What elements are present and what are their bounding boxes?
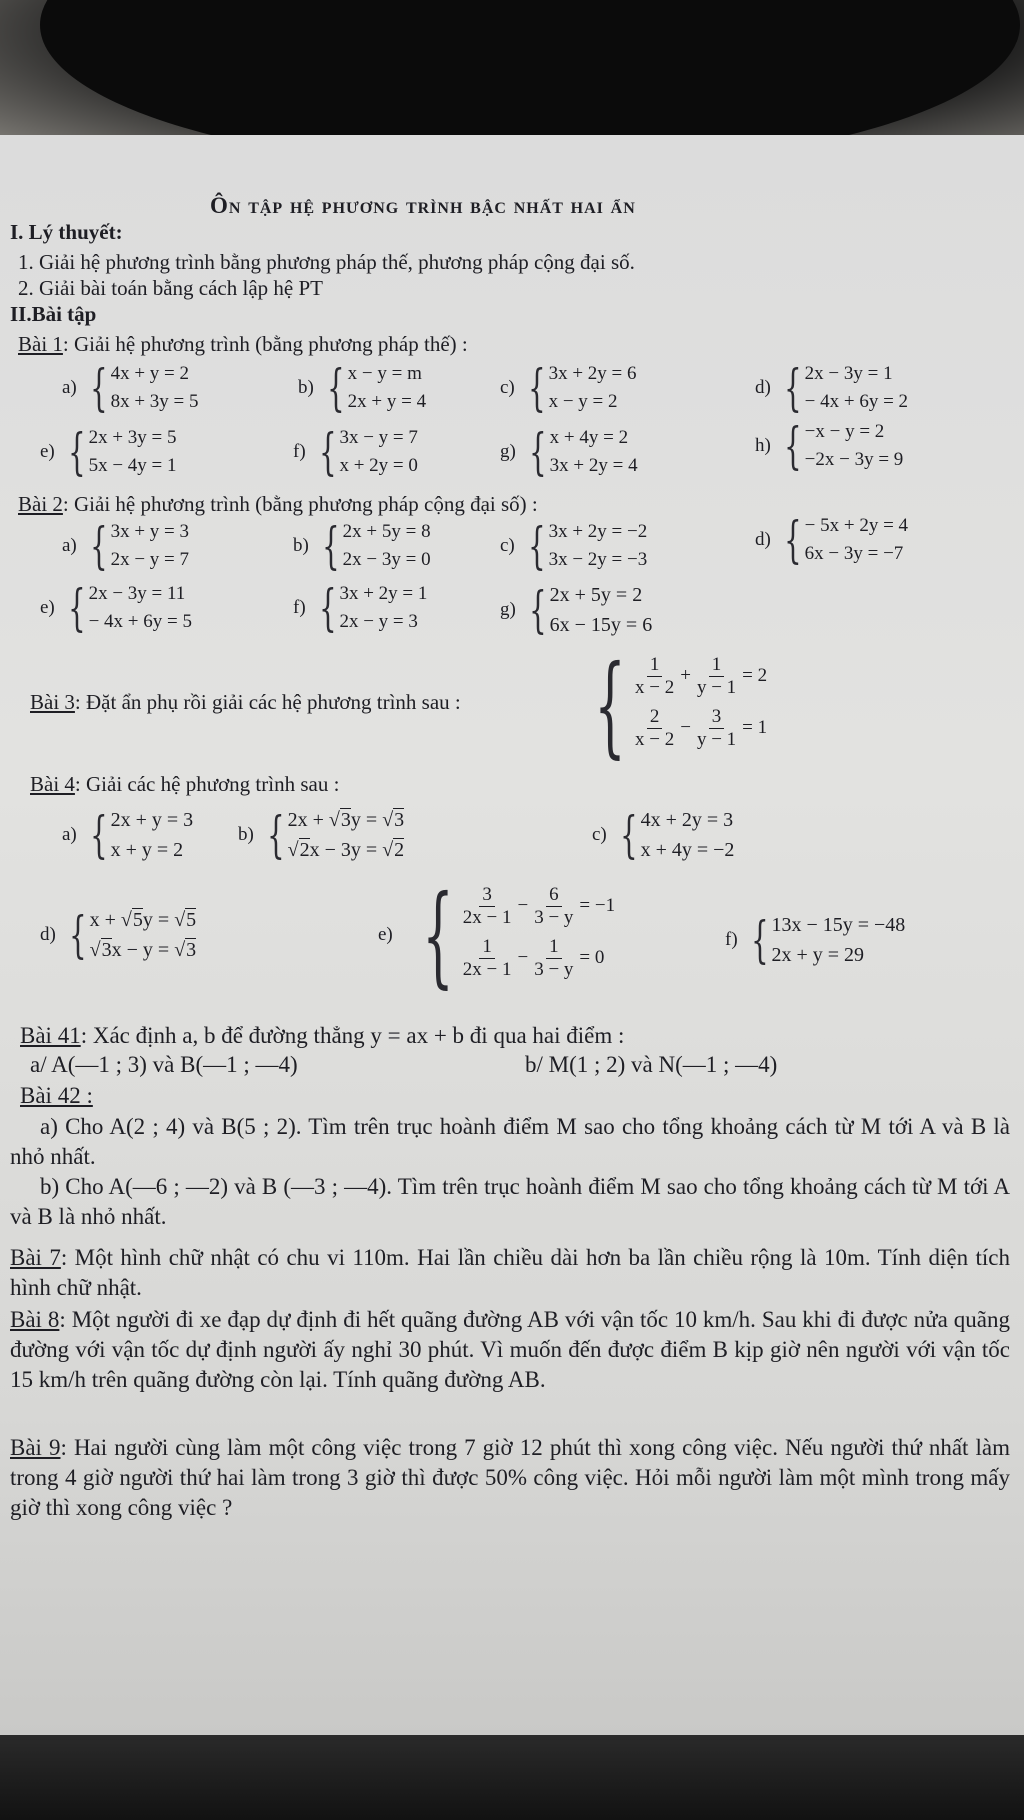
fraction-equation — [457, 932, 615, 984]
denominator: y − 1 — [696, 676, 737, 698]
equation: −2x − 3y = 9 — [804, 449, 904, 470]
system — [592, 805, 734, 865]
radicand: 3 — [101, 939, 112, 961]
system-label: b) — [293, 535, 309, 557]
system-label: c) — [500, 535, 515, 557]
theory-item: 2. Giải bài toán bằng cách lập hệ PT — [18, 276, 323, 300]
sqrt-icon: √ — [120, 909, 132, 931]
system — [40, 905, 196, 965]
rhs: = 0 — [579, 947, 605, 969]
denominator: 3 − y — [534, 958, 574, 980]
equation: x + 4y = −2 — [640, 839, 735, 861]
brace-icon: { — [619, 806, 638, 864]
brace-icon: { — [783, 511, 802, 569]
system — [500, 580, 652, 640]
exercise-text: : Xác định a, b để đường thẳng y = ax + b đi qua hai điểm : — [80, 1023, 625, 1048]
sqrt-icon: √ — [174, 939, 186, 961]
equation: 2x + 3y = 5 — [88, 427, 177, 448]
exercise-text: : Một hình chữ nhật có chu vi 110m. Hai lần chiều dài hơn ba lần chiều rộng là 10m. Tính diện tích hình chữ nhật. — [10, 1245, 1010, 1300]
exercise-4-prompt — [30, 772, 339, 796]
numerator: 1 — [546, 936, 562, 959]
exercise-text: : Một người đi xe đạp dự định đi hết quãng đường AB với vận tốc 10 km/h. Sau khi đi được nửa quãng đường với vận tốc dự định người ấy nghỉ 30 phút. Vì muốn đến được điểm B kịp giờ nên người với vận tốc 15 km/h trên quãng đường còn lại. Tính quãng đường AB. — [10, 1307, 1010, 1392]
operator: − — [517, 895, 529, 917]
system-label: e) — [40, 597, 55, 619]
term: y = — [350, 809, 383, 831]
operator: + — [680, 665, 691, 687]
system — [298, 360, 426, 416]
system — [755, 512, 908, 568]
equation — [288, 835, 405, 865]
brace-icon: { — [68, 906, 87, 964]
equation: 3x + 2y = −2 — [548, 521, 648, 542]
equation: 6x − 3y = −7 — [804, 543, 904, 564]
theory-item: 1. Giải hệ phương trình bằng phương pháp thế, phương pháp cộng đại số. — [18, 250, 635, 274]
term: x − 3y = — [309, 839, 383, 861]
system — [500, 424, 638, 480]
brace-icon: { — [326, 359, 345, 417]
exercise-42a: a) Cho A(2 ; 4) và B(5 ; 2). Tìm trên trục hoành điểm M sao cho tổng khoảng cách từ M tới A và B là nhỏ nhất. — [10, 1114, 1010, 1169]
equation — [288, 805, 405, 835]
fraction-equation — [457, 880, 615, 932]
term: y = — [142, 909, 175, 931]
sqrt-icon: √ — [287, 839, 299, 861]
system-label: f) — [293, 597, 306, 619]
brace-icon: { — [67, 579, 86, 637]
numerator: 3 — [479, 884, 495, 907]
equation: − 5x + 2y = 4 — [804, 515, 909, 536]
equation: 5x − 4y = 1 — [88, 455, 177, 476]
exercise-41a: a/ A(—1 ; 3) và B(—1 ; —4) — [30, 1052, 298, 1077]
brace-icon: { — [527, 359, 546, 417]
system — [293, 424, 418, 480]
radicand: 3 — [394, 809, 405, 831]
brace-icon: { — [528, 581, 547, 639]
exercise-3-prompt — [30, 690, 461, 714]
denominator: 2x − 1 — [462, 906, 512, 928]
numerator: 1 — [647, 654, 663, 677]
equation: 13x − 15y = −48 — [771, 914, 906, 936]
system-label: g) — [500, 599, 516, 621]
radicand: 2 — [299, 839, 310, 861]
system — [755, 360, 908, 416]
term: x + — [89, 909, 121, 931]
system-label: g) — [500, 441, 516, 463]
system — [500, 360, 637, 416]
sqrt-icon: √ — [89, 939, 101, 961]
equation: 3x + 2y = 1 — [339, 583, 428, 604]
exercise-text: : Hai người cùng làm một công việc trong 7 giờ 12 phút thì xong công việc. Nếu người thứ nhất làm trong 4 giờ người thứ hai làm trong 3 giờ thì được 50% công việc. Hỏi mỗi người làm một mình trong mấy giờ thì xong công việc ? — [10, 1435, 1010, 1520]
exercise-9 — [10, 1433, 1010, 1523]
brace-icon: { — [422, 871, 454, 999]
brace-icon: { — [528, 423, 547, 481]
system — [62, 805, 193, 865]
system — [755, 418, 903, 474]
brace-icon: { — [318, 579, 337, 637]
fraction-system — [575, 641, 768, 769]
exercise-text: : Giải hệ phương trình (bằng phương pháp cộng đại số) : — [62, 492, 538, 516]
fraction-system — [378, 871, 616, 999]
fraction-equation — [629, 702, 767, 754]
radicand: 2 — [394, 839, 405, 861]
denominator: 2x − 1 — [462, 958, 512, 980]
brace-icon: { — [318, 423, 337, 481]
system-label: e) — [40, 441, 55, 463]
system-label: a) — [62, 377, 77, 399]
equation: 3x + 2y = 6 — [548, 363, 637, 384]
system — [293, 518, 431, 574]
brace-icon: { — [783, 359, 802, 417]
rhs: = −1 — [579, 895, 616, 917]
system-label: h) — [755, 435, 771, 457]
exercise-text: : Giải hệ phương trình (bằng phương pháp thế) : — [62, 332, 468, 356]
rhs: = 1 — [742, 717, 768, 739]
exercise-1-prompt — [18, 332, 468, 356]
equation: 4x + 2y = 3 — [640, 809, 734, 831]
system-label: b) — [238, 824, 254, 846]
exercise-2-prompt — [18, 492, 538, 516]
sqrt-icon: √ — [382, 839, 394, 861]
denominator: x − 2 — [635, 728, 675, 750]
numerator: 2 — [647, 706, 663, 729]
equation: 3x − y = 7 — [339, 427, 418, 448]
equation: 2x − y = 7 — [110, 549, 190, 570]
exercise-label: Bài 9 — [10, 1435, 61, 1460]
exercise-label: Bài 8 — [10, 1307, 60, 1332]
brace-icon: { — [89, 359, 108, 417]
numerator: 1 — [709, 654, 725, 677]
radicand: 3 — [186, 939, 197, 961]
equation: 2x − 3y = 0 — [342, 549, 431, 570]
radicand: 5 — [186, 909, 197, 931]
theory-heading: I. Lý thuyết: — [10, 220, 123, 244]
equation: − 4x + 6y = 2 — [804, 391, 909, 412]
system-label: f) — [293, 441, 306, 463]
sqrt-icon: √ — [174, 909, 186, 931]
exercise-42b: b) Cho A(—6 ; —2) và B (—3 ; —4). Tìm trên trục hoành điểm M sao cho tổng khoảng cách từ M tới A và B là nhỏ nhất. — [10, 1174, 1010, 1229]
exercise-text: : Đặt ẩn phụ rồi giải các hệ phương trình sau : — [74, 690, 461, 714]
equation: 3x + 2y = 4 — [549, 455, 638, 476]
sqrt-icon: √ — [328, 809, 340, 831]
exercise-label: Bài 1 — [18, 332, 63, 356]
system — [500, 518, 647, 574]
equation: 2x + y = 3 — [110, 809, 194, 831]
brace-icon: { — [321, 517, 340, 575]
exercise-41b: b/ M(1 ; 2) và N(—1 ; —4) — [525, 1052, 778, 1077]
equation: x + y = 2 — [110, 839, 184, 861]
exercise-text: : Giải các hệ phương trình sau : — [74, 772, 340, 796]
system — [725, 910, 905, 970]
page-title: Ôn tập hệ phương trình bậc nhất hai ẩn — [210, 193, 636, 218]
brace-icon: { — [67, 423, 86, 481]
equation: 8x + 3y = 5 — [110, 391, 199, 412]
equation: 2x − y = 3 — [339, 611, 418, 632]
exercise-label: Bài 2 — [18, 492, 63, 516]
exercise-label: Bài 41 — [20, 1023, 81, 1048]
equation — [90, 935, 197, 965]
exercise-label: Bài 3 — [30, 690, 75, 714]
denominator: y − 1 — [696, 728, 737, 750]
system-label: c) — [500, 377, 515, 399]
system — [62, 518, 189, 574]
equation: 6x − 15y = 6 — [549, 614, 653, 636]
numerator: 6 — [546, 884, 562, 907]
exercise-8 — [10, 1305, 1010, 1395]
equation: x + 4y = 2 — [549, 427, 629, 448]
equation: x + 2y = 0 — [339, 455, 418, 476]
brace-icon: { — [594, 641, 626, 769]
system-label: d) — [755, 529, 771, 551]
exercise-41-prompt — [20, 1023, 624, 1049]
system — [40, 424, 177, 480]
equation: x − y = m — [347, 363, 422, 384]
system — [40, 580, 192, 636]
brace-icon: { — [89, 517, 108, 575]
brace-icon: { — [783, 417, 802, 475]
system — [238, 805, 404, 865]
brace-icon: { — [266, 806, 285, 864]
fraction-equation — [629, 650, 767, 702]
system — [62, 360, 199, 416]
equation: 4x + y = 2 — [110, 363, 190, 384]
exercises-heading: II.Bài tập — [10, 302, 97, 326]
numerator: 3 — [709, 706, 725, 729]
system-label: b) — [298, 377, 314, 399]
system-label: f) — [725, 929, 738, 951]
operator: − — [517, 947, 529, 969]
equation: 2x + 5y = 2 — [549, 584, 643, 606]
photo-background-bottom — [0, 1735, 1024, 1820]
numerator: 1 — [479, 936, 495, 959]
equation: −x − y = 2 — [804, 421, 885, 442]
equation: 3x − 2y = −3 — [548, 549, 648, 570]
system-label: c) — [592, 824, 607, 846]
operator: − — [680, 717, 691, 739]
equation: 2x + y = 4 — [347, 391, 427, 412]
term: 2x + — [287, 809, 329, 831]
rhs: = 2 — [742, 665, 768, 687]
equation: 3x + y = 3 — [110, 521, 190, 542]
system-label: d) — [755, 377, 771, 399]
brace-icon: { — [89, 806, 108, 864]
equation: 2x + y = 29 — [771, 944, 865, 966]
system — [293, 580, 427, 636]
radicand: 3 — [340, 809, 351, 831]
denominator: x − 2 — [635, 676, 675, 698]
equation: x − y = 2 — [548, 391, 618, 412]
exercise-7 — [10, 1243, 1010, 1303]
system-label: d) — [40, 924, 56, 946]
equation — [90, 905, 197, 935]
system-label: a) — [62, 535, 77, 557]
term: x − y = — [111, 939, 175, 961]
sqrt-icon: √ — [382, 809, 394, 831]
equation: − 4x + 6y = 5 — [88, 611, 192, 632]
radicand: 5 — [132, 909, 143, 931]
system-label: a) — [62, 824, 77, 846]
exercise-label: Bài 7 — [10, 1245, 61, 1270]
exercise-42-label: Bài 42 : — [20, 1083, 93, 1108]
denominator: 3 − y — [534, 906, 574, 928]
exercise-label: Bài 4 — [30, 772, 75, 796]
equation: 2x + 5y = 8 — [342, 521, 431, 542]
system-label: e) — [378, 924, 393, 946]
equation: 2x − 3y = 11 — [88, 583, 186, 604]
brace-icon: { — [750, 911, 769, 969]
equation: 2x − 3y = 1 — [804, 363, 893, 384]
brace-icon: { — [527, 517, 546, 575]
